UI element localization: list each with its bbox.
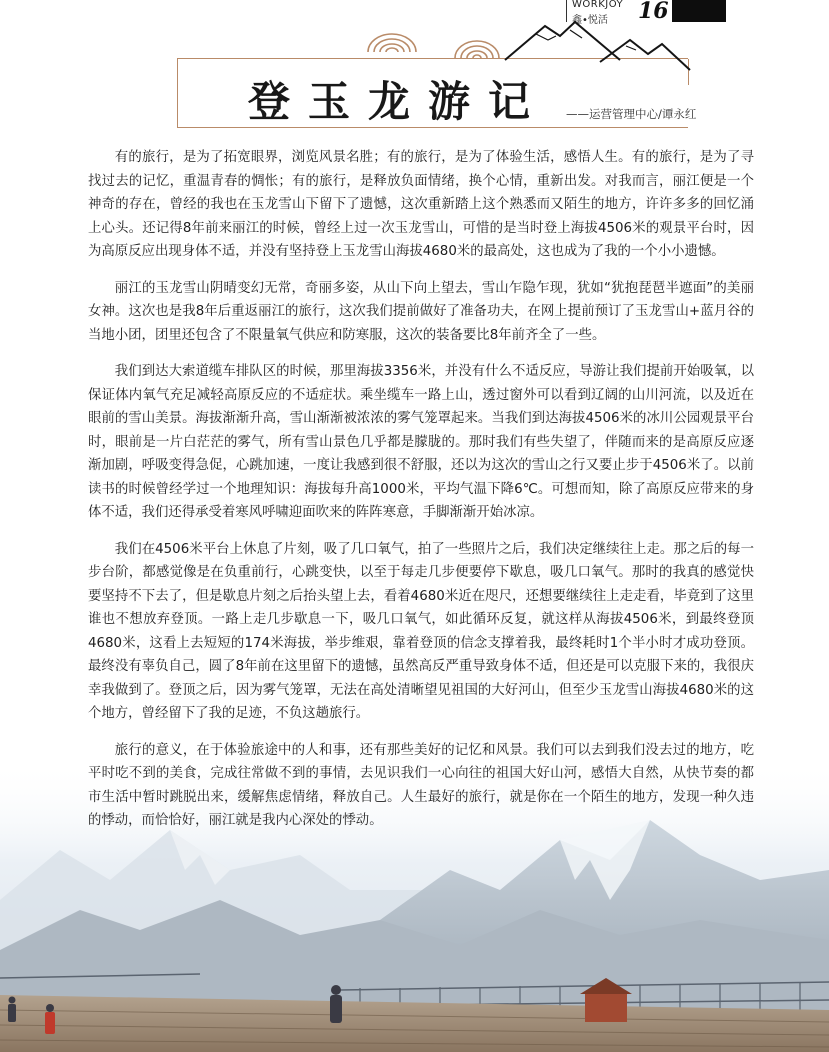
- article-title: 登玉龙游记: [248, 77, 549, 126]
- arc-motif-left-icon: [368, 34, 416, 52]
- paragraph-3: 我们到达大索道缆车排队区的时候，那里海拔3356米，并没有什么不适反应，导游让我们提前开始吸氧，以保证体内氧气充足减轻高原反应的不适症状。乘坐缆车一路上山，透过窗外可以看到辽阔的山川河流，以及近在眼前的雪山美景。海拔渐渐升高，雪山渐渐被浓浓的雾气笼罩起来。当我们到达海拔4506米的冰川公园观景平台时，眼前是一片白茫茫的雾气，所有雪山景色几乎都是朦胧的。那时我们有些失望了，伴随而来的是高原反应逐渐加剧，呼吸变得急促，心跳加速，一度让我感到很不舒服，还以为这次的雪山之行又要止步于4506米了。以前读书的时候曾经学过一个地理知识：海拔每升高1000米，平均气温下降6℃。可想而知，除了高原反应带来的身体不适，我们还得承受着寒风呼啸迎面吹来的阵阵寒意，手脚渐渐开始冰凉。: [88, 364, 754, 520]
- arc-motif-right-icon: [455, 41, 499, 58]
- paragraph-5: 旅行的意义，在于体验旅途中的人和事，还有那些美好的记忆和风景。我们可以去到我们没去过的地方，吃平时吃不到的美食，完成往常做不到的事情，去见识我们一心向往的祖国大好山河，感悟大自然，从快节奏的都市生活中暂时跳脱出来，缓解焦虑情绪，释放自己。人生最好的旅行，就是你在一个陌生的地方，发现一种久违的悸动，而恰恰好，丽江就是我内心深处的悸动。: [88, 742, 754, 828]
- brand-chinese: 鑫•悦活: [572, 15, 608, 26]
- article-byline: ——运营管理中心/谭永红: [566, 107, 697, 121]
- masthead-black-block: [672, 0, 726, 22]
- page-number: 16: [638, 0, 669, 24]
- title-frame-right-edge: [688, 59, 690, 85]
- brand-english: WORKJOY: [572, 0, 624, 10]
- paragraph-1: 有的旅行，是为了拓宽眼界，浏览风景名胜；有的旅行，是为了体验生活，感悟人生。有的旅行，是为了寻找过去的记忆，重温青春的惆怅；有的旅行，是释放负面情绪，换个心情，重新出发。对我而言，丽江便是一个神奇的存在，曾经的我也在玉龙雪山下留下了遗憾，这次重新踏上这个熟悉而又陌生的地方，许许多多的回忆涌上心头。还记得8年前来丽江的时候，曾经上过一次玉龙雪山，可惜的是当时登上海拔4506米的观景平台时，因为高原反应出现身体不适，并没有坚持登上玉龙雪山海拔4680米的最高处，这也成为了我的一个小小遗憾。: [88, 150, 754, 259]
- article-body: [88, 146, 754, 846]
- masthead-divider: [566, 0, 567, 22]
- masthead: [566, 0, 726, 24]
- paragraph-4: 我们在4506米平台上休息了片刻，吸了几口氧气，拍了一些照片之后，我们决定继续往上走。那之后的每一步台阶，都感觉像是在负重前行，心跳变快，以至于每走几步便要停下歇息，吸几口氧气。那时的我真的感觉快要坚持不下去了，但是歇息片刻之后抬头望上去，看着4680米近在咫尺，还想要继续往上走走看，毕竟到了这里谁也不想放弃登顶。一路上走几步歇息一下，吸几口氧气，如此循环反复，就这样从海拔4506米，到最终登顶4680米，这看上去短短的174米海拔，举步维艰，靠着登顶的信念支撑着我，最终耗时1个半小时才成功登顶。最终没有辜负自己，圆了8年前在这里留下的遗憾，虽然高反严重导致身体不适，但还是可以克服下来的，我很庆幸我做到了。登顶之后，因为雾气笼罩，无法在高处清晰望见祖国的大好河山，但至少玉龙雪山海拔4680米的这个地方，曾经留下了我的足迹，不负这趟旅行。: [88, 541, 754, 721]
- paragraph-2: 丽江的玉龙雪山阴晴变幻无常，奇丽多姿，从山下向上望去，雪山乍隐乍现，犹如“犹抱琵琶半遮面”的美丽女神。这次也是我8年后重返丽江的旅行，这次我们提前做好了准备功夫，在网上提前预订了玉龙雪山+蓝月谷的当地小团，团里还包含了不限量氧气供应和防寒服，这次的装备要比8年前齐全了一些。: [88, 280, 754, 343]
